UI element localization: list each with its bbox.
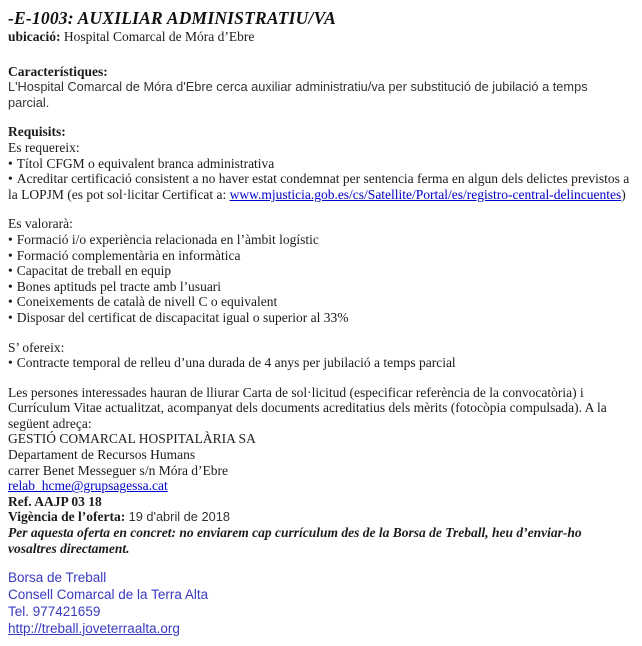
bullet-glyph: • — [8, 231, 13, 247]
valued-item-text: Formació i/o experiència relacionada en l’àmbit logístic — [16, 231, 319, 247]
valued-item — [8, 310, 632, 326]
footer-org: Borsa de Treball — [8, 570, 107, 586]
valued-item — [8, 248, 632, 264]
valued-item-text: Formació complementària en informàtica — [16, 247, 241, 263]
valued-item-text: Disposar del certificat de discapacitat igual o superior al 33% — [16, 309, 349, 325]
application-section — [8, 385, 632, 558]
requirement-item — [8, 171, 632, 202]
offer-section — [8, 340, 632, 371]
department-line: Departament de Recursos Humans — [8, 447, 196, 463]
offer-intro: S’ ofereix: — [8, 339, 65, 355]
valued-item — [8, 294, 632, 310]
reference-line: Ref. AAJP 03 18 — [8, 493, 102, 509]
requirements-heading: Requisits: — [8, 124, 66, 140]
offer-item — [8, 355, 632, 371]
location-line — [8, 29, 632, 45]
bullet-glyph: • — [8, 294, 13, 310]
location-value: Hospital Comarcal de Móra d’Ebre — [63, 29, 255, 44]
bullet-glyph: • — [8, 278, 13, 294]
requirement-item-text-after: ) — [621, 186, 626, 202]
page-title: -E-1003: AUXILIAR ADMINISTRATIU/VA — [8, 8, 337, 28]
footer-url-link[interactable]: http://treball.joveterraalta.org — [8, 620, 180, 636]
email-link[interactable]: relab_hcme@grupsagessa.cat — [8, 478, 168, 494]
footer-phone: Tel. 977421659 — [8, 604, 101, 620]
bullet-glyph: • — [8, 155, 13, 171]
mjusticia-link[interactable]: www.mjusticia.gob.es/cs/Satellite/Portal/es/registro-central-delincuentes — [229, 186, 622, 202]
direct-send-note: Per aquesta oferta en concret: no enviarem cap currículum des de la Borsa de Treball, heu d’enviar-ho vosaltres directament. — [8, 525, 582, 557]
application-paragraph: Les persones interessades hauran de lliurar Carta de sol·licitud (especificar referència de la convocatòria) i Currículum Vitae actualitzat, acompanyat dels documents acreditatius dels mèrits (fotocòpia compulsada). A la següent adreça: — [8, 384, 607, 431]
validity-label: Vigència de l’oferta: — [8, 509, 126, 525]
valued-item — [8, 232, 632, 248]
footer-url-line — [8, 621, 632, 638]
requirement-item-text: Títol CFGM o equivalent branca administrativa — [16, 155, 275, 171]
address-line: carrer Benet Messeguer s/n Móra d’Ebre — [8, 462, 229, 478]
location-label: ubicació: — [8, 29, 61, 44]
bullet-glyph: • — [8, 247, 13, 263]
valued-intro: Es valorarà: — [8, 216, 73, 232]
requirement-item-text: Acreditar certificació consistent a no haver estat condemnat per sentencia ferma en algun dels delictes previstos a la LOPJM (es pot sol·licitar Certificat a: — [8, 171, 630, 202]
bullet-glyph: • — [8, 171, 13, 187]
email-line — [8, 478, 632, 494]
valued-item-text: Coneixements de català de nivell C o equivalent — [16, 294, 278, 310]
requirement-item — [8, 156, 632, 172]
footer-council: Consell Comarcal de la Terra Alta — [8, 587, 209, 603]
requirements-intro: Es requereix: — [8, 139, 80, 155]
footer-contact-block — [8, 570, 632, 637]
valued-item — [8, 279, 632, 295]
offer-item-text: Contracte temporal de relleu d’una durada de 4 anys per jubilació a temps parcial — [16, 355, 456, 371]
characteristics-body: L'Hospital Comarcal de Móra d'Ebre cerca auxiliar administratiu/va per substitució de jubilació a temps parcial. — [8, 79, 588, 110]
valued-item-text: Bones aptituds pel tracte amb l’usuari — [16, 278, 222, 294]
valued-item-text: Capacitat de treball en equip — [16, 263, 172, 279]
validity-line — [8, 509, 632, 525]
bullet-glyph: • — [8, 355, 13, 371]
characteristics-heading: Característiques: — [8, 63, 108, 79]
bullet-glyph: • — [8, 309, 13, 325]
valued-item — [8, 263, 632, 279]
validity-value: 19 d'abril de 2018 — [128, 509, 230, 525]
company-name: GESTIÓ COMARCAL HOSPITALÀRIA SA — [8, 431, 256, 447]
valued-section — [8, 216, 632, 325]
bullet-glyph: • — [8, 263, 13, 279]
characteristics-section — [8, 64, 632, 111]
requirements-section — [8, 124, 632, 202]
